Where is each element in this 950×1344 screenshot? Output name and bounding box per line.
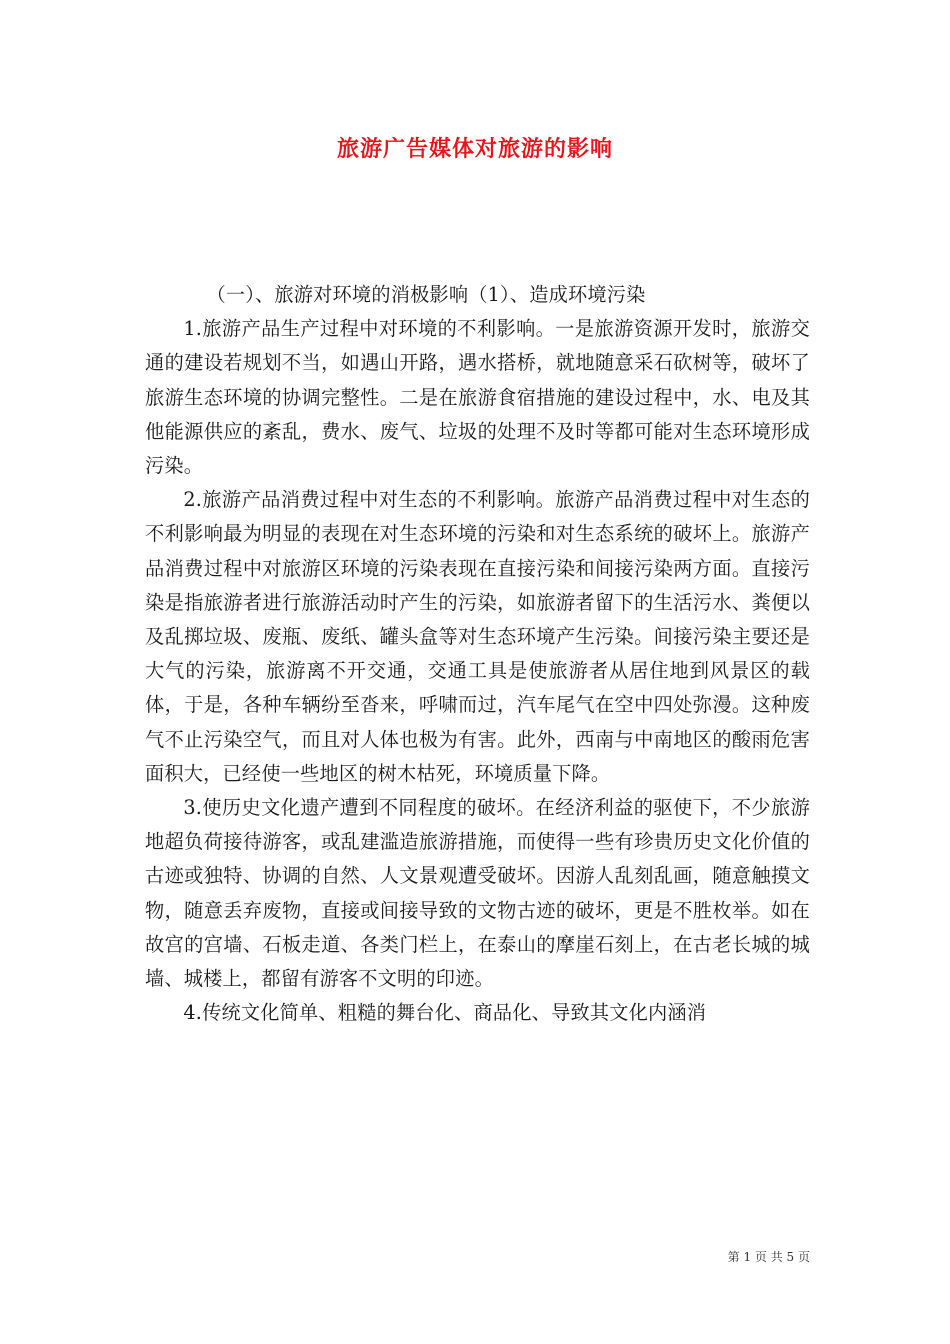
section-heading: （一）、旅游对环境的消极影响（1）、造成环境污染 (206, 283, 646, 306)
paragraph-1: 1.旅游产品生产过程中对环境的不利影响。一是旅游资源开发时，旅游交通的建设若规划不当，如遇山开路，遇水搭桥，就地随意采石砍树等，破坏了旅游生态环境的协调完整性。二是在旅游食宿措施的建设过程中，水、电及其他能源供应的紊乱，费水、废气、垃圾的处理不及时等都可能对生态环境形成污染。 (145, 317, 810, 478)
document-title: 旅游广告媒体对旅游的影响 (336, 137, 613, 162)
paragraph-4: 4.传统文化简单、粗糙的舞台化、商品化、导致其文化内涵消 (183, 1001, 707, 1025)
paragraph-2: 2.旅游产品消费过程中对生态的不利影响。旅游产品消费过程中对生态的不利影响最为明显的表现在对生态环境的污染和对生态系统的破坏上。旅游产品消费过程中对旅游区环境的污染表现在直接污染和间接污染两方面。直接污染是指旅游者进行旅游活动时产生的污染，如旅游者留下的生活污水、粪便以及乱掷垃圾、废瓶、废纸、罐头盒等对生态环境产生污染。间接污染主要还是大气的污染，旅游离不开交通，交通工具是使旅游者从居住地到风景区的载体，于是，各种车辆纷至沓来，呼啸而过，汽车尾气在空中四处弥漫。这种废气不止污染空气，而且对人体也极为有害。此外，西南与中南地区的酸雨危害面积大，已经使一些地区的树木枯死，环境质量下降。 (145, 488, 810, 785)
page-number: 第 1 页 共 5 页 (727, 1250, 810, 1264)
document-body (145, 278, 810, 1030)
paragraph-3: 3.使历史文化遗产遭到不同程度的破坏。在经济利益的驱使下，不少旅游地超负荷接待游客，或乱建滥造旅游措施，而使得一些有珍贵历史文化价值的古迹或独特、协调的自然、人文景观遭受破坏。因游人乱刻乱画，随意触摸文物，随意丢弃废物，直接或间接导致的文物古迹的破坏，更是不胜枚举。如在故宫的宫墙、石板走道、各类门栏上，在泰山的摩崖石刻上，在古老长城的城墙、城楼上，都留有游客不文明的印迹。 (145, 796, 810, 991)
